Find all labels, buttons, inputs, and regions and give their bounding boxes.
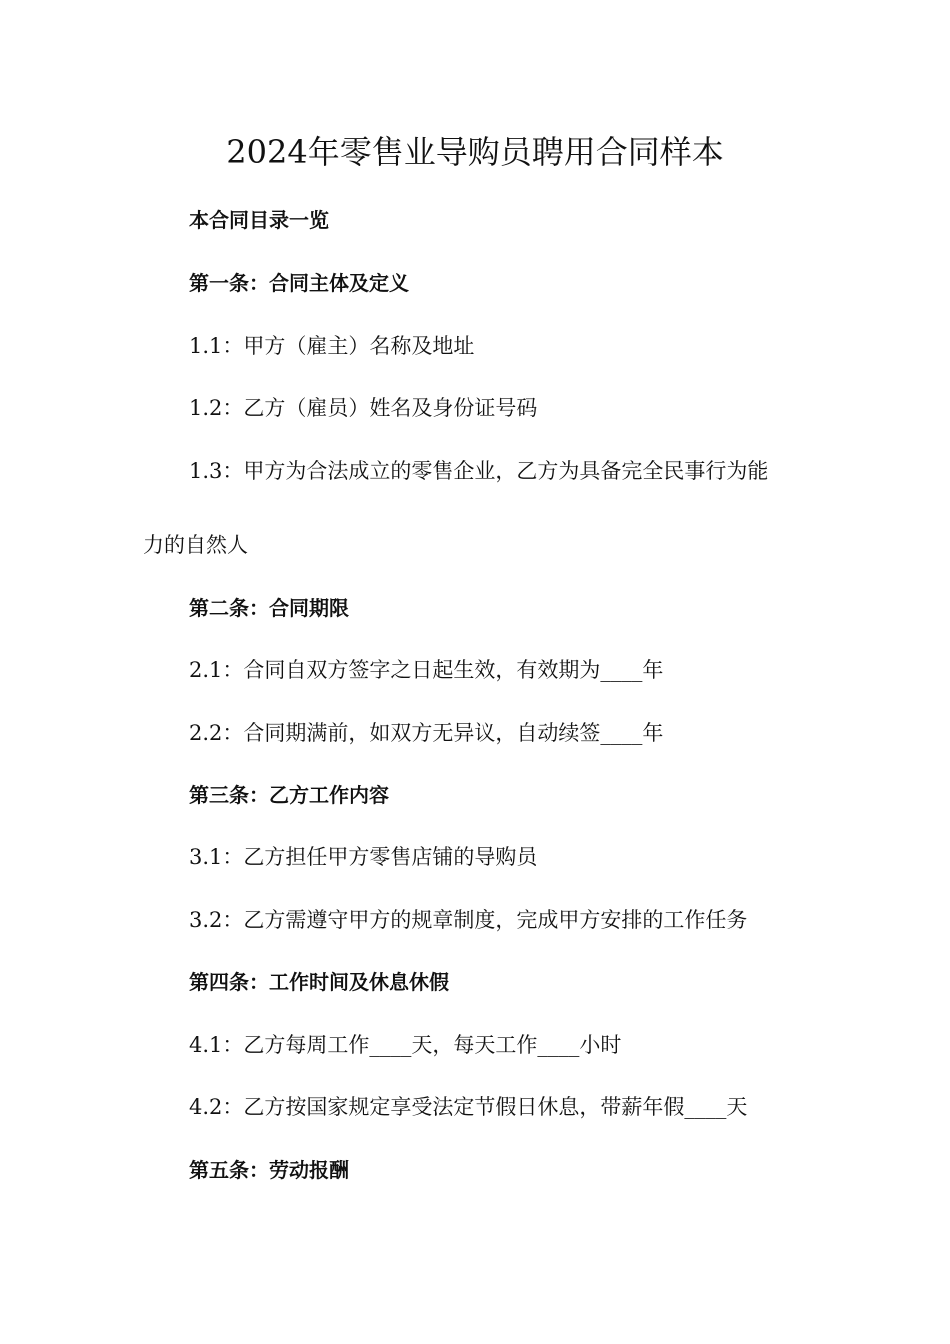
toc-heading: 本合同目录一览 [189,208,329,232]
article-4-heading: 第四条：工作时间及休息休假 [189,970,449,994]
article-2-heading: 第二条：合同期限 [189,596,349,620]
clause-2-1: 2.1：合同自双方签字之日起生效，有效期为____年 [189,658,664,682]
clause-1-1: 1.1：甲方（雇主）名称及地址 [189,334,475,358]
article-5-heading: 第五条：劳动报酬 [189,1158,349,1182]
clause-3-2: 3.2：乙方需遵守甲方的规章制度，完成甲方安排的工作任务 [189,908,748,932]
document-title: 2024年零售业导购员聘用合同样本 [226,133,724,171]
clause-4-2: 4.2：乙方按国家规定享受法定节假日休息，带薪年假____天 [189,1095,748,1119]
clause-1-2: 1.2：乙方（雇员）姓名及身份证号码 [189,396,538,420]
clause-4-1: 4.1：乙方每周工作____天，每天工作____小时 [189,1033,622,1057]
clause-1-3: 1.3：甲方为合法成立的零售企业，乙方为具备完全民事行为能 [189,459,769,483]
clause-3-1: 3.1：乙方担任甲方零售店铺的导购员 [189,845,538,869]
clause-1-3-continued: 力的自然人 [143,533,248,557]
article-1-heading: 第一条：合同主体及定义 [189,271,409,295]
clause-2-2: 2.2：合同期满前，如双方无异议，自动续签____年 [189,721,664,745]
article-3-heading: 第三条：乙方工作内容 [189,783,389,807]
